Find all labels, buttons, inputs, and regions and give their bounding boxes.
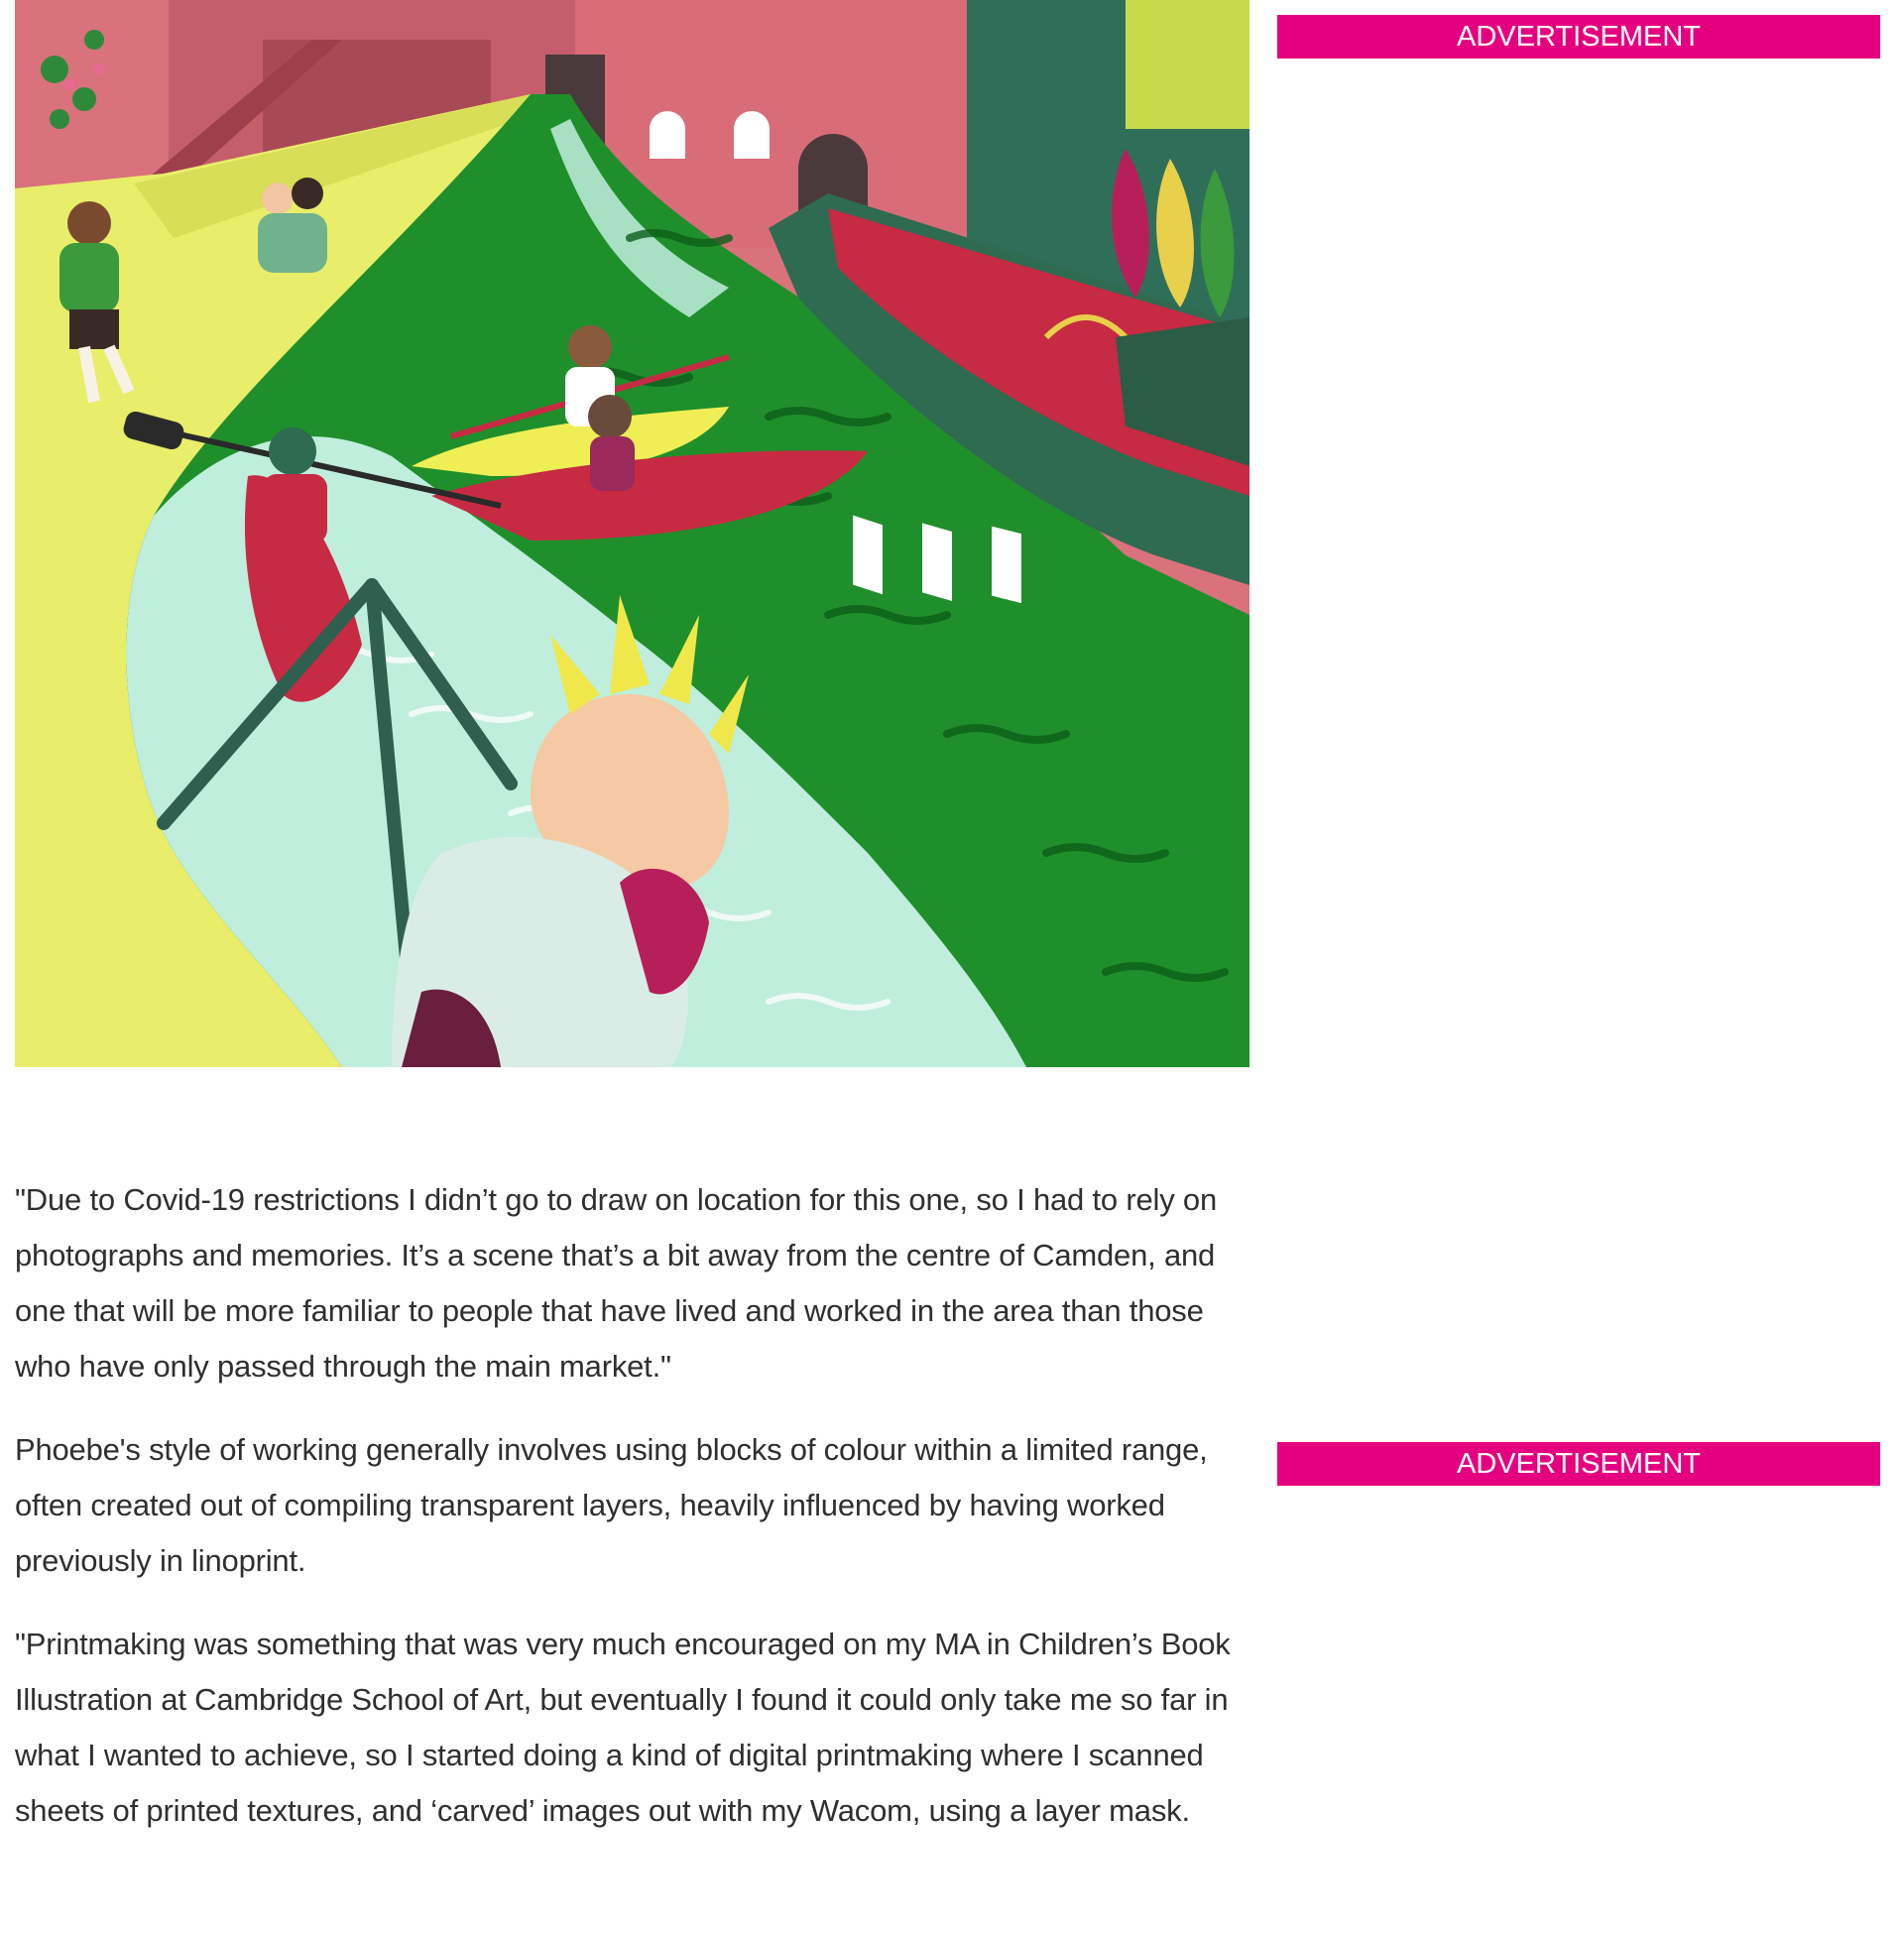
article-paragraph-2: Phoebe's style of working generally involves using blocks of colour within a limited range, often created out of compiling transparent layers, heavily influenced by having worked previously in linoprint.	[15, 1432, 1208, 1578]
article-illustration	[15, 0, 1250, 1067]
article-paragraph-3: "Printmaking was something that was very much encouraged on my MA in Children’s Book Illustration at Cambridge School of Art, but eventually I found it could only take me so far in what I wanted to achieve, so I started doing a kind of digital printmaking where I scanned sheets of printed textures, and ‘carved’ images out with my Wacom, using a layer mask.	[15, 1627, 1231, 1828]
canal-illustration-image	[15, 0, 1250, 1067]
article-paragraph-1: "Due to Covid-19 restrictions I didn’t go to draw on location for this one, so I had to rely on photographs and memories. It’s a scene that’s a bit away from the centre of Camden, and one that will be more familiar to people that have lived and worked in the area than those who have only passed through the main market."	[15, 1182, 1217, 1384]
article-body	[15, 1172, 1250, 1867]
advertisement-banner-middle[interactable]: ADVERTISEMENT	[1277, 1442, 1880, 1486]
advertisement-banner-top[interactable]: ADVERTISEMENT	[1277, 15, 1880, 59]
